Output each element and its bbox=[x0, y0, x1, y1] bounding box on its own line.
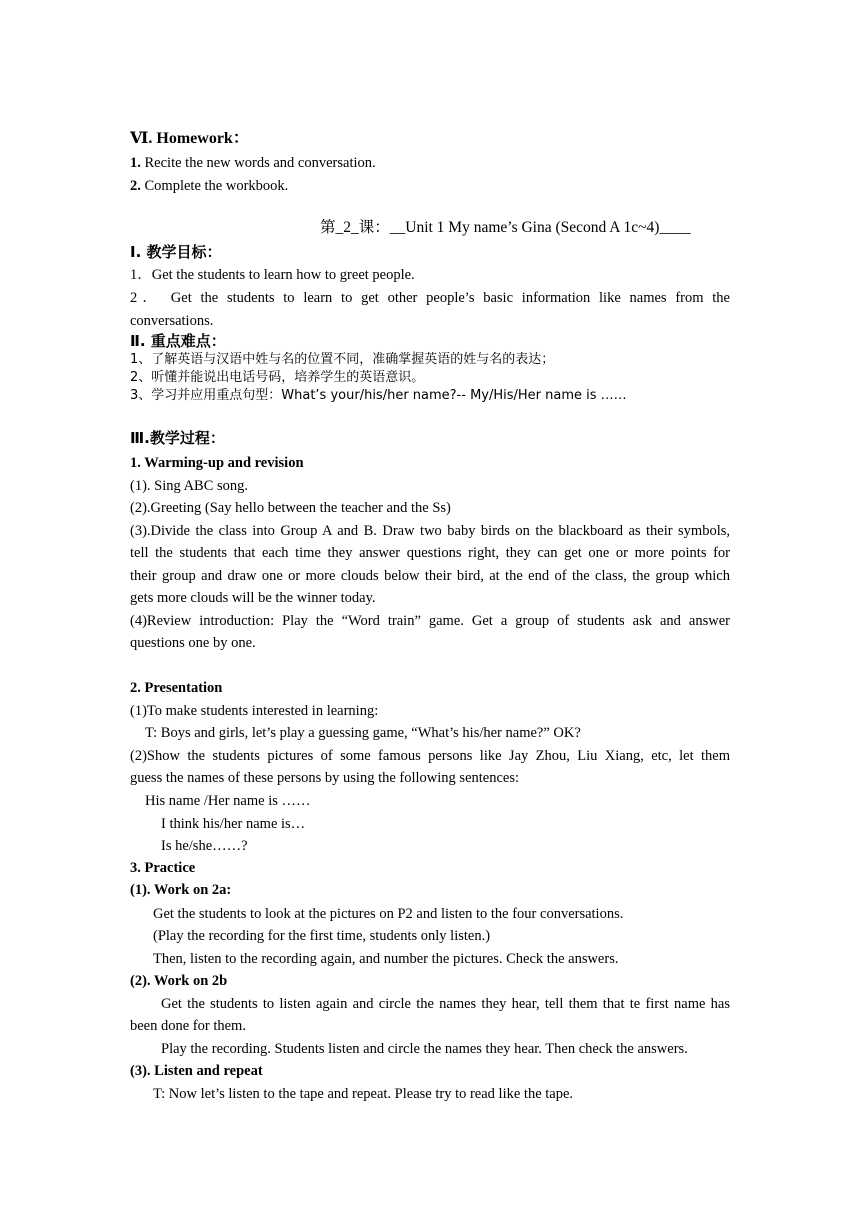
warmup-line-4a: (4)Review introduction: Play the “Word train” game. Get a group of students ask and answer bbox=[130, 613, 730, 629]
process-heading: Ⅲ.教学过程： bbox=[130, 429, 225, 447]
key-points-item-2: 2、听懂并能说出电话号码，培养学生的英语意识。 bbox=[130, 370, 425, 385]
practice-2a-heading: (1). Work on 2a: bbox=[130, 882, 232, 898]
practice-2a-line-1: Get the students to look at the pictures on P2 and listen to the four conversations. bbox=[153, 906, 624, 922]
practice-2a-line-3: Then, listen to the recording again, and number the pictures. Check the answers. bbox=[153, 951, 619, 967]
practice-2b-line-1a: Get the students to listen again and circle the names they hear, tell them that te first name has bbox=[161, 996, 730, 1012]
homework-item-2-text: Complete the workbook. bbox=[140, 178, 289, 194]
practice-2b-line-1b: been done for them. bbox=[130, 1018, 246, 1034]
homework-item-1-number: 1. bbox=[130, 155, 141, 171]
homework-item-1 bbox=[130, 152, 730, 175]
key-points-item-3: 3、学习并应用重点句型：What’s your/his/her name?-- My/His/Her name is …… bbox=[130, 388, 627, 403]
practice-repeat-line-1: T: Now let’s listen to the tape and repeat. Please try to read like the tape. bbox=[153, 1086, 574, 1102]
homework-item-2 bbox=[130, 175, 730, 198]
homework-item-2-number: 2. bbox=[130, 178, 141, 194]
practice-2b-line-2: Play the recording. Students listen and circle the names they hear. Then check the answers. bbox=[161, 1041, 688, 1057]
lesson-title: 第_2_课：__Unit 1 My name’s Gina (Second A 1c~4)____ bbox=[320, 219, 691, 236]
objectives-item-1: 1．Get the students to learn how to greet people. bbox=[130, 267, 415, 283]
warmup-line-3c: their group and draw one or more clouds below their bird, at the end of the class, the group which bbox=[130, 568, 730, 584]
practice-2a-line-2: (Play the recording for the first time, students only listen.) bbox=[153, 928, 491, 944]
objectives-heading: Ⅰ. 教学目标： bbox=[130, 243, 222, 261]
practice-heading: 3. Practice bbox=[130, 860, 196, 876]
warmup-line-3a: (3).Divide the class into Group A and B. Draw two baby birds on the blackboard as their symbols, bbox=[130, 523, 730, 539]
warmup-heading: 1. Warming-up and revision bbox=[130, 455, 304, 471]
presentation-line-3b: guess the names of these persons by using the following sentences: bbox=[130, 770, 520, 786]
warmup-line-3d: gets more clouds will be the winner today. bbox=[130, 590, 376, 606]
presentation-line-2: T: Boys and girls, let’s play a guessing game, “What’s his/her name?” OK? bbox=[145, 725, 581, 741]
objectives-item-2-line-2: conversations. bbox=[130, 313, 214, 329]
presentation-line-1: (1)To make students interested in learning: bbox=[130, 703, 379, 719]
warmup-line-1: (1). Sing ABC song. bbox=[130, 478, 249, 494]
objectives-item-2-line-1: 2． Get the students to learn to get other people’s basic information like names from the bbox=[130, 290, 730, 306]
warmup-line-4b: questions one by one. bbox=[130, 635, 256, 651]
presentation-line-3a: (2)Show the students pictures of some famous persons like Jay Zhou, Liu Xiang, etc, let them bbox=[130, 748, 730, 764]
presentation-heading: 2. Presentation bbox=[130, 680, 223, 696]
presentation-sentence-1: His name /Her name is …… bbox=[145, 793, 311, 809]
practice-repeat-heading: (3). Listen and repeat bbox=[130, 1063, 263, 1079]
key-points-heading: Ⅱ. 重点难点： bbox=[130, 332, 226, 350]
presentation-sentence-3: Is he/she……? bbox=[161, 838, 248, 854]
warmup-line-2: (2).Greeting (Say hello between the teacher and the Ss) bbox=[130, 500, 451, 516]
presentation-sentence-2: I think his/her name is… bbox=[161, 816, 306, 832]
homework-heading: Ⅵ. Homework： bbox=[130, 130, 249, 147]
practice-2b-heading: (2). Work on 2b bbox=[130, 973, 228, 989]
key-points-item-1: 1、了解英语与汉语中姓与名的位置不同，准确掌握英语的姓与名的表达； bbox=[130, 352, 555, 367]
warmup-line-3b: tell the students that each time they answer questions right, they can get one or more points for bbox=[130, 545, 730, 561]
homework-item-1-text: Recite the new words and conversation. bbox=[140, 155, 376, 171]
